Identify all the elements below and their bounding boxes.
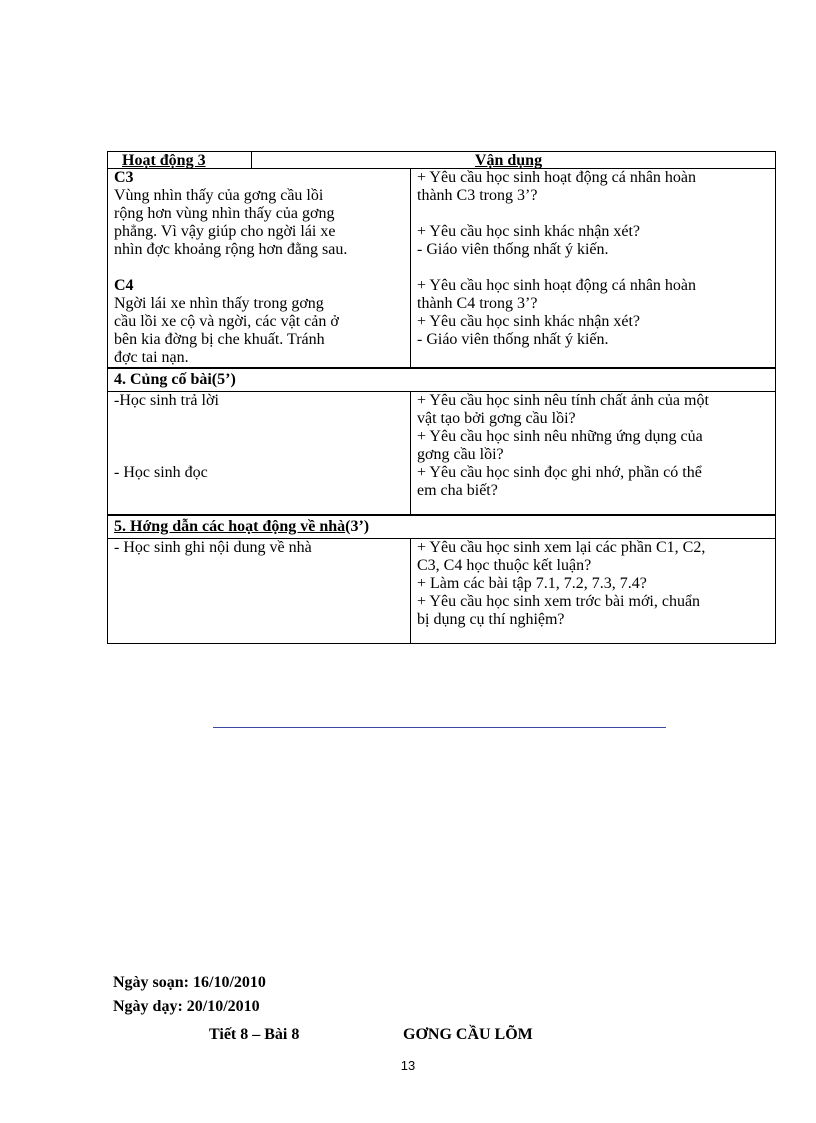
teacher-line: + Yêu cầu học sinh nêu những ứng dụng của (417, 428, 703, 445)
section4-row (108, 391, 775, 514)
c4-answer-line: bên kia đờng bị che khuất. Tránh (114, 331, 325, 348)
teacher-column (411, 539, 775, 643)
student-column (108, 169, 411, 367)
teacher-line: gơng cầu lồi? (417, 446, 504, 463)
teacher-column (411, 392, 775, 514)
student-line: - Học sinh ghi nội dung về nhà (114, 539, 312, 556)
spacer (114, 259, 404, 277)
section4-title: 4. Củng cố bài(5’) (114, 371, 236, 388)
spacer (417, 259, 769, 277)
page-number: 13 (400, 1058, 416, 1073)
c4-answer-line: đợc tai nạn. (114, 349, 189, 366)
section5-row (108, 538, 775, 643)
teacher-line: + Yêu cầu học sinh xem trớc bài mới, chuẩn (417, 593, 701, 610)
c4-teacher-line: - Giáo viên thống nhất ý kiến. (417, 331, 609, 348)
section4-title-row (108, 367, 775, 391)
teacher-line: em cha biết? (417, 482, 498, 499)
teacher-line: + Yêu cầu học sinh nêu tính chất ảnh của một (417, 392, 709, 409)
teacher-line: C3, C4 học thuộc kết luận? (417, 557, 592, 574)
student-column (108, 392, 411, 514)
teacher-line: + Yêu cầu học sinh xem lại các phần C1, C2, (417, 539, 706, 556)
section5-title-row (108, 514, 775, 538)
teacher-line: bị dụng cụ thí nghiệm? (417, 611, 565, 628)
c3-teacher-line: thành C3 trong 3’? (417, 187, 538, 204)
student-column (108, 539, 411, 643)
section5-title-main: 5. Hớng dẫn các hoạt động về nhà (114, 518, 346, 535)
c3-answer-line: nhìn đợc khoảng rộng hơn đằng sau. (114, 241, 348, 258)
c4-answer-line: cầu lồi xe cộ và ngời, các vật cản ở (114, 313, 339, 330)
spacer (417, 205, 769, 223)
c4-heading: C4 (114, 277, 134, 294)
date-taught: Ngày dạy: 20/10/2010 (113, 998, 260, 1015)
c4-answer-line: Ngời lái xe nhìn thấy trong gơng (114, 295, 324, 312)
section-divider-line (213, 727, 666, 728)
teacher-line: + Yêu cầu học sinh đọc ghi nhớ, phần có thể (417, 464, 702, 481)
lesson-table (107, 151, 776, 644)
date-prepared: Ngày soạn: 16/10/2010 (113, 974, 266, 991)
teacher-column (411, 169, 775, 367)
teacher-line: vật tạo bởi gơng cầu lồi? (417, 410, 576, 427)
c3-teacher-line: + Yêu cầu học sinh khác nhận xét? (417, 223, 641, 240)
lesson-title: GƠNG CẦU LÕM (403, 1026, 533, 1043)
c3-answer-line: Vùng nhìn thấy của gơng cầu lồi (114, 187, 324, 204)
student-line: - Học sinh đọc (114, 464, 208, 481)
application-header: Vận dụng (474, 152, 543, 168)
c3-teacher-line: - Giáo viên thống nhất ý kiến. (417, 241, 609, 258)
section5-title (108, 516, 775, 538)
c4-teacher-line: + Yêu cầu học sinh khác nhận xét? (417, 313, 641, 330)
student-line: -Học sinh trả lời (114, 392, 219, 409)
c4-teacher-line: + Yêu cầu học sinh hoạt động cá nhân hoàn (417, 277, 697, 294)
c3-answer-line: rộng hơn vùng nhìn thấy của gơng (114, 205, 335, 222)
activity3-row (108, 168, 775, 367)
c3-answer-line: phẳng. Vì vậy giúp cho ngời lái xe (114, 223, 336, 240)
teacher-line: + Làm các bài tập 7.1, 7.2, 7.3, 7.4? (417, 575, 647, 592)
c3-teacher-line: + Yêu cầu học sinh hoạt động cá nhân hoàn (417, 169, 697, 186)
table-header-row (108, 152, 775, 168)
lesson-number: Tiết 8 – Bài 8 (209, 1026, 300, 1043)
c4-teacher-line: thành C4 trong 3’? (417, 295, 538, 312)
activity-header: Hoạt động 3 (108, 152, 252, 168)
section5-title-time: (3’) (345, 518, 370, 535)
c3-heading: C3 (114, 169, 134, 186)
